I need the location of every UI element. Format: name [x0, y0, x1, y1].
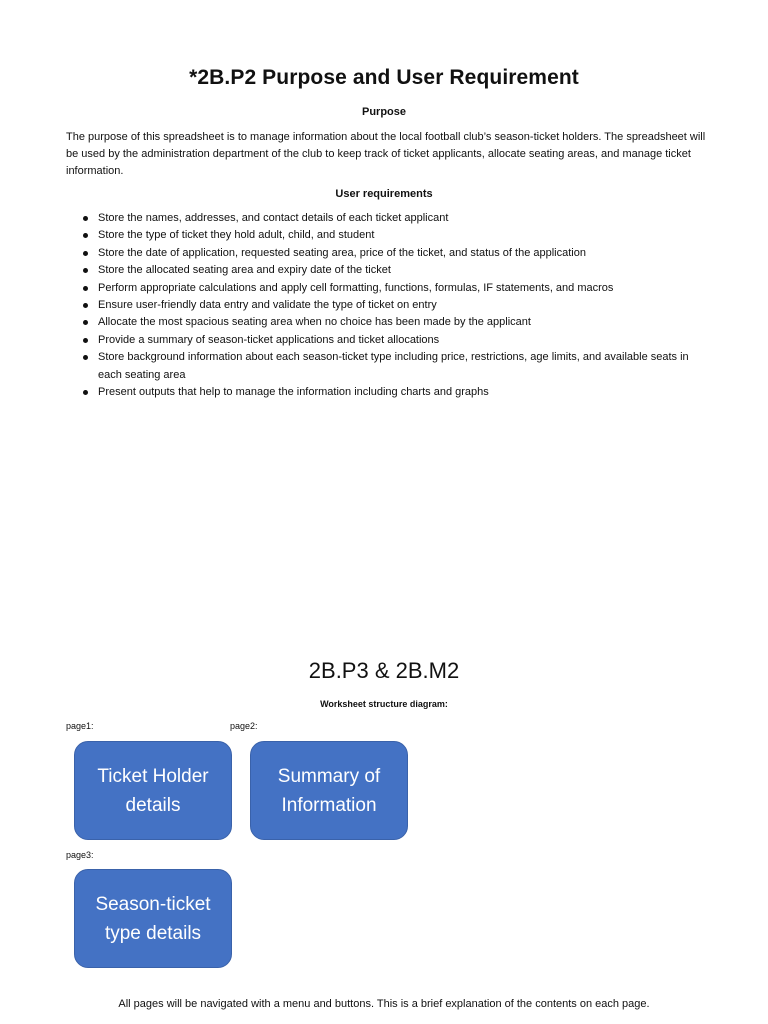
- requirement-item: Present outputs that help to manage the information including charts and graphs: [66, 384, 706, 401]
- requirement-item: Ensure user-friendly data entry and validate the type of ticket on entry: [66, 297, 706, 314]
- requirement-item: Store the names, addresses, and contact details of each ticket applicant: [66, 210, 706, 227]
- page2-box: Summary of Information: [250, 741, 408, 840]
- requirement-item: Store the type of ticket they hold adult, child, and student: [66, 227, 706, 244]
- purpose-paragraph: The purpose of this spreadsheet is to manage information about the local football club’s season-ticket holders. The spreadsheet will be used by the administration department of the club to keep track of ticket applicants, allocate seating areas, and manage ticket information.: [66, 131, 706, 177]
- page1-label: page1:: [66, 721, 94, 731]
- requirement-item: Store background information about each season-ticket type including price, restrictions, age limits, and available seats in each seating area: [66, 349, 706, 384]
- requirement-item: Store the date of application, requested seating area, price of the ticket, and status of the application: [66, 245, 706, 262]
- requirement-item: Provide a summary of season-ticket applications and ticket allocations: [66, 332, 706, 349]
- page3-label: page3:: [66, 850, 94, 860]
- requirement-item: Allocate the most spacious seating area when no choice has been made by the applicant: [66, 314, 706, 331]
- section2-title: 2B.P3 & 2B.M2: [308, 658, 460, 683]
- page1-box: Ticket Holder details: [74, 741, 232, 840]
- page3-box: Season-ticket type details: [74, 869, 232, 968]
- requirements-heading: User requirements: [335, 188, 433, 200]
- page-title: *2B.P2 Purpose and User Requirement: [189, 66, 579, 89]
- requirements-list: [66, 210, 706, 401]
- requirement-item: Store the allocated seating area and expiry date of the ticket: [66, 262, 706, 279]
- diagram-heading: Worksheet structure diagram:: [320, 699, 448, 709]
- purpose-heading: Purpose: [361, 106, 406, 118]
- page2-label: page2:: [230, 721, 258, 731]
- requirement-item: Perform appropriate calculations and apply cell formatting, functions, formulas, IF statements, and macros: [66, 280, 706, 297]
- footer-note: All pages will be navigated with a menu and buttons. This is a brief explanation of the contents on each page.: [118, 998, 650, 1010]
